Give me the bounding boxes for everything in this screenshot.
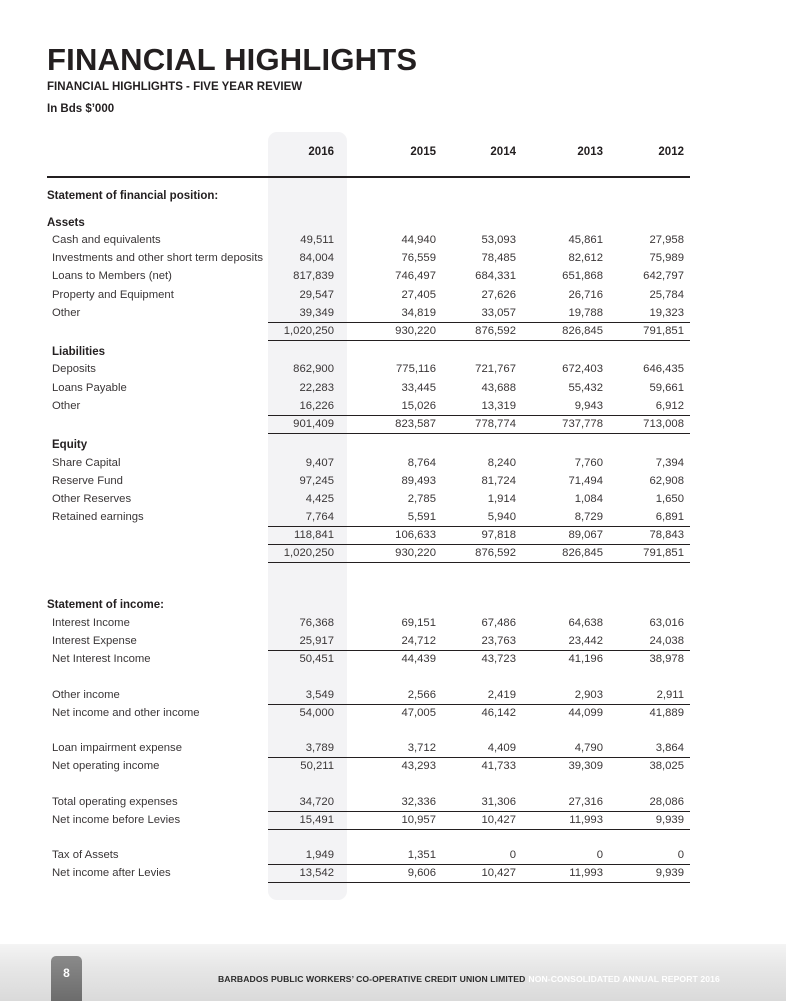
page-number: 8 [63,966,70,980]
cell-value: 4,790 [574,742,603,754]
row-label: Net income before Levies [52,814,181,826]
row-label: Investments and other short term deposits [52,252,263,264]
cell-value: 25,784 [649,289,684,301]
cell-value: 44,940 [401,234,436,246]
cell-value: 1,020,250 [283,547,334,559]
section-heading-financial-position: Statement of financial position: [47,190,219,202]
cell-value: 55,432 [568,382,603,394]
table-row [0,688,786,703]
row-label: Loan impairment expense [52,742,182,754]
cell-value: 81,724 [481,475,516,487]
cell-value: 53,093 [481,234,516,246]
footer-organization: BARBADOS PUBLIC WORKERS’ CO-OPERATIVE CREDIT UNION LIMITED [218,974,526,984]
cell-value: 76,368 [299,617,334,629]
cell-value: 778,774 [475,418,516,430]
year-header: 2015 [410,146,436,158]
table-row [0,652,786,667]
cell-value: 2,566 [407,689,436,701]
cell-value: 50,211 [300,760,334,772]
row-label: Other [52,307,81,319]
cell-value: 651,868 [562,270,603,282]
cell-value: 33,445 [401,382,436,394]
table-row [0,251,786,266]
cell-value: 71,494 [568,475,603,487]
cell-value: 34,720 [299,796,334,808]
cell-value: 89,067 [568,529,603,541]
cell-value: 38,978 [649,653,684,665]
table-row [0,706,786,721]
table-row [0,634,786,649]
cell-value: 0 [677,849,684,861]
cell-value: 63,016 [649,617,684,629]
subsection-heading-equity: Equity [52,439,88,451]
cell-value: 876,592 [475,325,516,337]
cell-value: 69,151 [401,617,436,629]
cell-value: 82,612 [568,252,603,264]
row-label: Interest Income [52,617,130,629]
cell-value: 3,789 [305,742,334,754]
year-header: 2016 [308,146,334,158]
cell-value: 15,026 [401,400,436,412]
row-label: Loans to Members (net) [52,270,172,282]
cell-value: 26,716 [568,289,603,301]
cell-value: 9,939 [655,867,684,879]
cell-value: 8,240 [487,457,516,469]
cell-value: 6,891 [655,511,684,523]
cell-value: 27,626 [481,289,516,301]
cell-value: 24,712 [401,635,436,647]
cell-value: 3,712 [407,742,436,754]
subtotal-rule [268,864,690,865]
cell-value: 41,196 [568,653,603,665]
cell-value: 97,245 [299,475,334,487]
cell-value: 1,914 [487,493,516,505]
cell-value: 2,911 [656,689,684,701]
cell-value: 15,491 [299,814,334,826]
cell-value: 1,020,250 [283,325,334,337]
cell-value: 43,688 [481,382,516,394]
cell-value: 0 [509,849,516,861]
row-label: Net income after Levies [52,867,171,879]
cell-value: 78,485 [481,252,516,264]
table-row [0,795,786,810]
row-label: Share Capital [52,457,121,469]
cell-value: 9,943 [574,400,603,412]
cell-value: 16,226 [299,400,334,412]
header-divider [47,176,690,178]
cell-value: 28,086 [649,796,684,808]
cell-value: 47,005 [401,707,436,719]
cell-value: 642,797 [643,270,684,282]
cell-value: 23,442 [568,635,603,647]
total-rule [268,562,690,563]
row-label: Property and Equipment [52,289,174,301]
cell-value: 672,403 [562,363,603,375]
cell-value: 775,116 [396,363,436,375]
row-label: Deposits [52,363,96,375]
total-rule [268,882,690,883]
total-row [0,417,786,432]
cell-value: 11,993 [569,814,603,826]
cell-value: 901,409 [293,418,334,430]
currency-unit: In Bds $’000 [47,103,115,115]
cell-value: 4,425 [305,493,334,505]
cell-value: 1,084 [574,493,603,505]
cell-value: 7,394 [655,457,684,469]
cell-value: 5,940 [487,511,516,523]
table-row [0,759,786,774]
cell-value: 6,912 [655,400,684,412]
cell-value: 1,351 [407,849,436,861]
cell-value: 9,939 [655,814,684,826]
cell-value: 45,861 [568,234,603,246]
cell-value: 7,764 [305,511,334,523]
cell-value: 3,549 [305,689,334,701]
footer-text [218,974,720,984]
cell-value: 22,283 [299,382,334,394]
cell-value: 44,099 [568,707,603,719]
cell-value: 713,008 [643,418,684,430]
cell-value: 817,839 [293,270,334,282]
year-header: 2013 [577,146,603,158]
row-label: Other [52,400,81,412]
cell-value: 27,958 [649,234,684,246]
table-row [0,492,786,507]
cell-value: 0 [596,849,603,861]
cell-value: 43,723 [481,653,516,665]
cell-value: 32,336 [401,796,436,808]
cell-value: 34,819 [401,307,436,319]
cell-value: 8,764 [407,457,436,469]
footer-report-title: NON-CONSOLIDATED ANNUAL REPORT 2016 [528,974,720,984]
total-rule [268,829,690,830]
cell-value: 7,760 [574,457,603,469]
row-label: Total operating expenses [52,796,178,808]
table-row [0,456,786,471]
cell-value: 50,451 [299,653,334,665]
cell-value: 27,405 [401,289,436,301]
table-row [0,510,786,525]
total-rule [268,340,690,341]
cell-value: 31,306 [481,796,516,808]
row-label: Retained earnings [52,511,144,523]
cell-value: 39,309 [568,760,603,772]
cell-value: 33,057 [481,307,516,319]
subtotal-rule [268,811,690,812]
cell-value: 19,788 [568,307,603,319]
table-row [0,269,786,284]
table-row [0,848,786,863]
cell-value: 49,511 [300,234,334,246]
cell-value: 41,889 [649,707,684,719]
cell-value: 118,841 [294,529,334,541]
cell-value: 876,592 [475,547,516,559]
cell-value: 64,638 [568,617,603,629]
cell-value: 1,949 [305,849,334,861]
cell-value: 19,323 [649,307,684,319]
cell-value: 24,038 [649,635,684,647]
cell-value: 791,851 [643,325,684,337]
cell-value: 2,903 [574,689,603,701]
table-row [0,866,786,881]
cell-value: 67,486 [481,617,516,629]
table-row [0,362,786,377]
cell-value: 3,864 [655,742,684,754]
row-label: Other Reserves [52,493,132,505]
cell-value: 43,293 [401,760,436,772]
cell-value: 4,409 [487,742,516,754]
subsection-heading-liabilities: Liabilities [52,346,106,358]
table-row [0,741,786,756]
cell-value: 97,818 [481,529,516,541]
grand-total-row [0,546,786,561]
cell-value: 746,497 [395,270,436,282]
cell-value: 1,650 [655,493,684,505]
cell-value: 10,427 [481,867,516,879]
cell-value: 10,957 [401,814,436,826]
table-row [0,474,786,489]
cell-value: 2,419 [487,689,516,701]
subtotal-rule [268,650,690,651]
cell-value: 8,729 [574,511,603,523]
cell-value: 13,542 [299,867,334,879]
cell-value: 29,547 [299,289,334,301]
cell-value: 930,220 [395,547,436,559]
cell-value: 25,917 [299,635,334,647]
row-label: Cash and equivalents [52,234,161,246]
cell-value: 76,559 [401,252,436,264]
cell-value: 930,220 [395,325,436,337]
cell-value: 44,439 [401,653,436,665]
cell-value: 54,000 [299,707,334,719]
cell-value: 684,331 [475,270,516,282]
cell-value: 721,767 [475,363,516,375]
cell-value: 84,004 [299,252,334,264]
cell-value: 791,851 [643,547,684,559]
cell-value: 9,606 [407,867,436,879]
total-row [0,324,786,339]
cell-value: 78,843 [649,529,684,541]
table-row [0,381,786,396]
cell-value: 13,319 [481,400,516,412]
cell-value: 46,142 [481,707,516,719]
cell-value: 23,763 [481,635,516,647]
row-label: Net Interest Income [52,653,151,665]
page-title: FINANCIAL HIGHLIGHTS [47,42,418,77]
subtotal-rule [268,322,690,323]
table-row [0,306,786,321]
section-heading-income: Statement of income: [47,599,164,611]
cell-value: 862,900 [293,363,334,375]
cell-value: 41,733 [481,760,516,772]
row-label: Net operating income [52,760,160,772]
cell-value: 823,587 [395,418,436,430]
cell-value: 106,633 [395,529,436,541]
cell-value: 62,908 [649,475,684,487]
page-number-tab [51,956,82,1001]
cell-value: 38,025 [649,760,684,772]
cell-value: 2,785 [407,493,436,505]
subtotal-rule [268,757,690,758]
cell-value: 27,316 [568,796,603,808]
row-label: Other income [52,689,120,701]
subtotal-rule [268,544,690,545]
footer-band [0,944,786,1001]
cell-value: 39,349 [299,307,334,319]
table-row [0,616,786,631]
row-label: Reserve Fund [52,475,123,487]
table-row [0,233,786,248]
year-header: 2014 [490,146,516,158]
row-label: Loans Payable [52,382,127,394]
table-row [0,813,786,828]
subsection-heading-assets: Assets [47,217,85,229]
total-rule [268,433,690,434]
subtotal-rule [268,415,690,416]
cell-value: 89,493 [401,475,436,487]
table-row [0,399,786,414]
row-label: Net income and other income [52,707,200,719]
cell-value: 5,591 [407,511,436,523]
cell-value: 11,993 [569,867,603,879]
cell-value: 826,845 [562,547,603,559]
cell-value: 59,661 [649,382,684,394]
cell-value: 9,407 [305,457,334,469]
total-row [0,528,786,543]
year-header: 2012 [658,146,684,158]
cell-value: 826,845 [562,325,603,337]
cell-value: 10,427 [481,814,516,826]
cell-value: 75,989 [649,252,684,264]
row-label: Interest Expense [52,635,137,647]
cell-value: 737,778 [562,418,603,430]
page-subtitle: FINANCIAL HIGHLIGHTS - FIVE YEAR REVIEW [47,81,303,93]
subtotal-rule [268,704,690,705]
cell-value: 646,435 [643,363,684,375]
subtotal-rule [268,526,690,527]
table-row [0,288,786,303]
row-label: Tax of Assets [52,849,119,861]
